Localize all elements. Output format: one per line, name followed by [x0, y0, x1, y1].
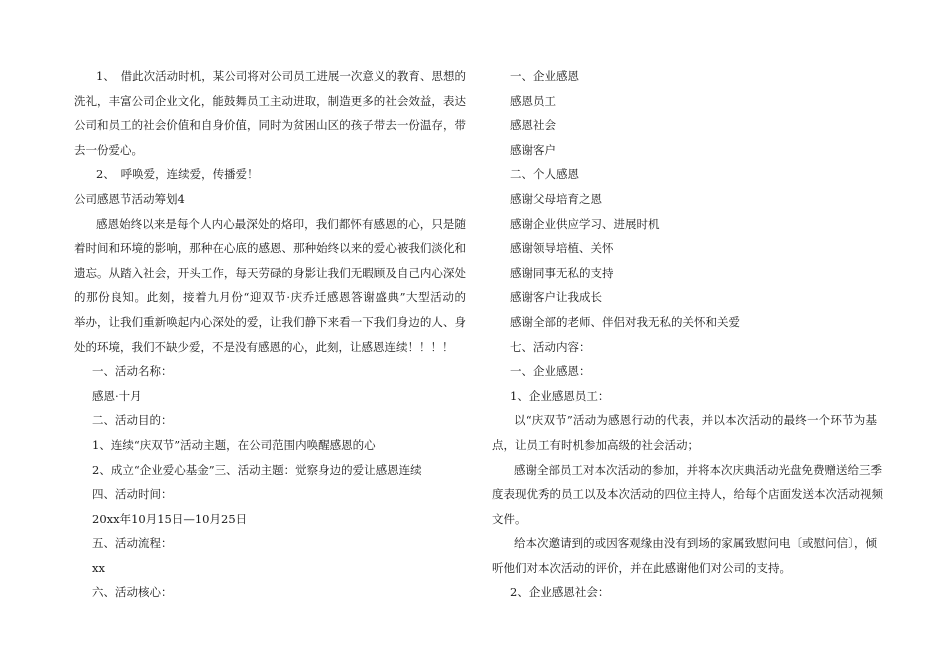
- list-item: 感恩·十月: [92, 388, 142, 403]
- paragraph-line: 听他们对本次活动的评价，并在此感谢他们对公司的支持。: [492, 560, 791, 575]
- paragraph-line: 感谢全部员工对本次活动的参加，并将本次庆典活动光盘免费赠送给三季: [514, 462, 882, 477]
- list-item: 感恩员工: [510, 93, 556, 108]
- list-item: 感谢企业供应学习、进展时机: [510, 216, 660, 231]
- list-heading: 七、活动内容：: [510, 339, 591, 354]
- list-item: 20xx年10月15日—10月25日: [92, 511, 248, 526]
- paragraph-line: 感恩始终以来是每个人内心最深处的烙印，我们都怀有感恩的心，只是随: [96, 216, 466, 231]
- list-heading: 一、活动名称：: [92, 364, 173, 379]
- paragraph-line: 文件。: [492, 511, 527, 526]
- list-heading: 五、活动流程：: [92, 536, 173, 551]
- list-heading: 一、企业感恩: [510, 69, 579, 83]
- paragraph-line: 遗忘。从踏入社会，开头工作，每天劳碌的身影让我们无暇顾及自己内心深处: [74, 265, 466, 280]
- list-heading: 一、企业感恩：: [510, 364, 591, 379]
- paragraph-line: 给本次邀请到的或因客观缘由没有到场的家属致慰问电〔或慰问信〕，倾: [514, 536, 877, 551]
- paragraph-line: 公司和员工的社会价值和自身价值，同时为贫困山区的孩子带去一份温存，带: [74, 118, 466, 133]
- paragraph-line: 着时间和环境的影响，那种在心底的感恩、那种始终以来的爱心被我们淡化和: [74, 241, 466, 256]
- list-item: 感谢全部的老师、伴侣对我无私的关怀和关爱: [510, 314, 740, 329]
- right-column: [492, 64, 883, 605]
- list-heading: 四、活动时间：: [92, 487, 173, 502]
- section-heading: 公司感恩节活动筹划4: [74, 191, 185, 206]
- paragraph-line: 的那份良知。此刻，接着九月份“迎双节·庆乔迁感恩答谢盛典”大型活动的: [74, 290, 466, 305]
- list-item: xx: [92, 560, 105, 575]
- list-item: 1、连续“庆双节”活动主题，在公司范围内唤醒感恩的心: [92, 437, 376, 452]
- list-heading: 二、个人感恩: [510, 167, 579, 182]
- list-heading: 2、企业感恩社会：: [510, 585, 610, 600]
- list-item: 2、成立“企业爱心基金”三、活动主题：觉察身边的爱让感恩连续: [92, 462, 422, 477]
- list-item: 感谢父母培育之恩: [510, 191, 602, 206]
- list-item: 感谢客户让我成长: [510, 290, 602, 305]
- paragraph-line: 2、 呼唤爱，连续爱，传播爱！: [96, 167, 259, 182]
- paragraph-line: 点，让员工有时机参加高级的社会活动；: [492, 437, 699, 452]
- paragraph-line: 举办，让我们重新唤起内心深处的爱，让我们静下来看一下我们身边的人、身: [74, 314, 466, 329]
- list-item: 感谢客户: [510, 142, 556, 157]
- left-column: [74, 64, 466, 605]
- list-heading: 二、活动目的：: [92, 413, 173, 428]
- list-item: 感恩社会: [510, 118, 556, 133]
- list-item: 感谢领导培植、关怀: [510, 241, 614, 256]
- list-item: 感谢同事无私的支持: [510, 265, 614, 280]
- list-heading: 六、活动核心：: [92, 585, 173, 600]
- paragraph-line: 处的环境，我们不缺少爱，不是没有感恩的心，此刻，让感恩连续！！！！: [74, 339, 454, 354]
- paragraph-line: 1、 借此次活动时机，某公司将对公司员工进展一次意义的教育、思想的: [96, 69, 466, 83]
- paragraph-line: 以“庆双节”活动为感恩行动的代表，并以本次活动的最终一个环节为基: [514, 413, 877, 428]
- list-heading: 1、企业感恩员工：: [510, 388, 610, 403]
- paragraph-line: 度表现优秀的员工以及本次活动的四位主持人，给每个店面发送本次活动视频: [492, 487, 883, 502]
- paragraph-line: 洗礼，丰富公司企业文化，能鼓舞员工主动进取，制造更多的社会效益，表达: [74, 93, 466, 108]
- paragraph-line: 去一份爱心。: [74, 142, 143, 157]
